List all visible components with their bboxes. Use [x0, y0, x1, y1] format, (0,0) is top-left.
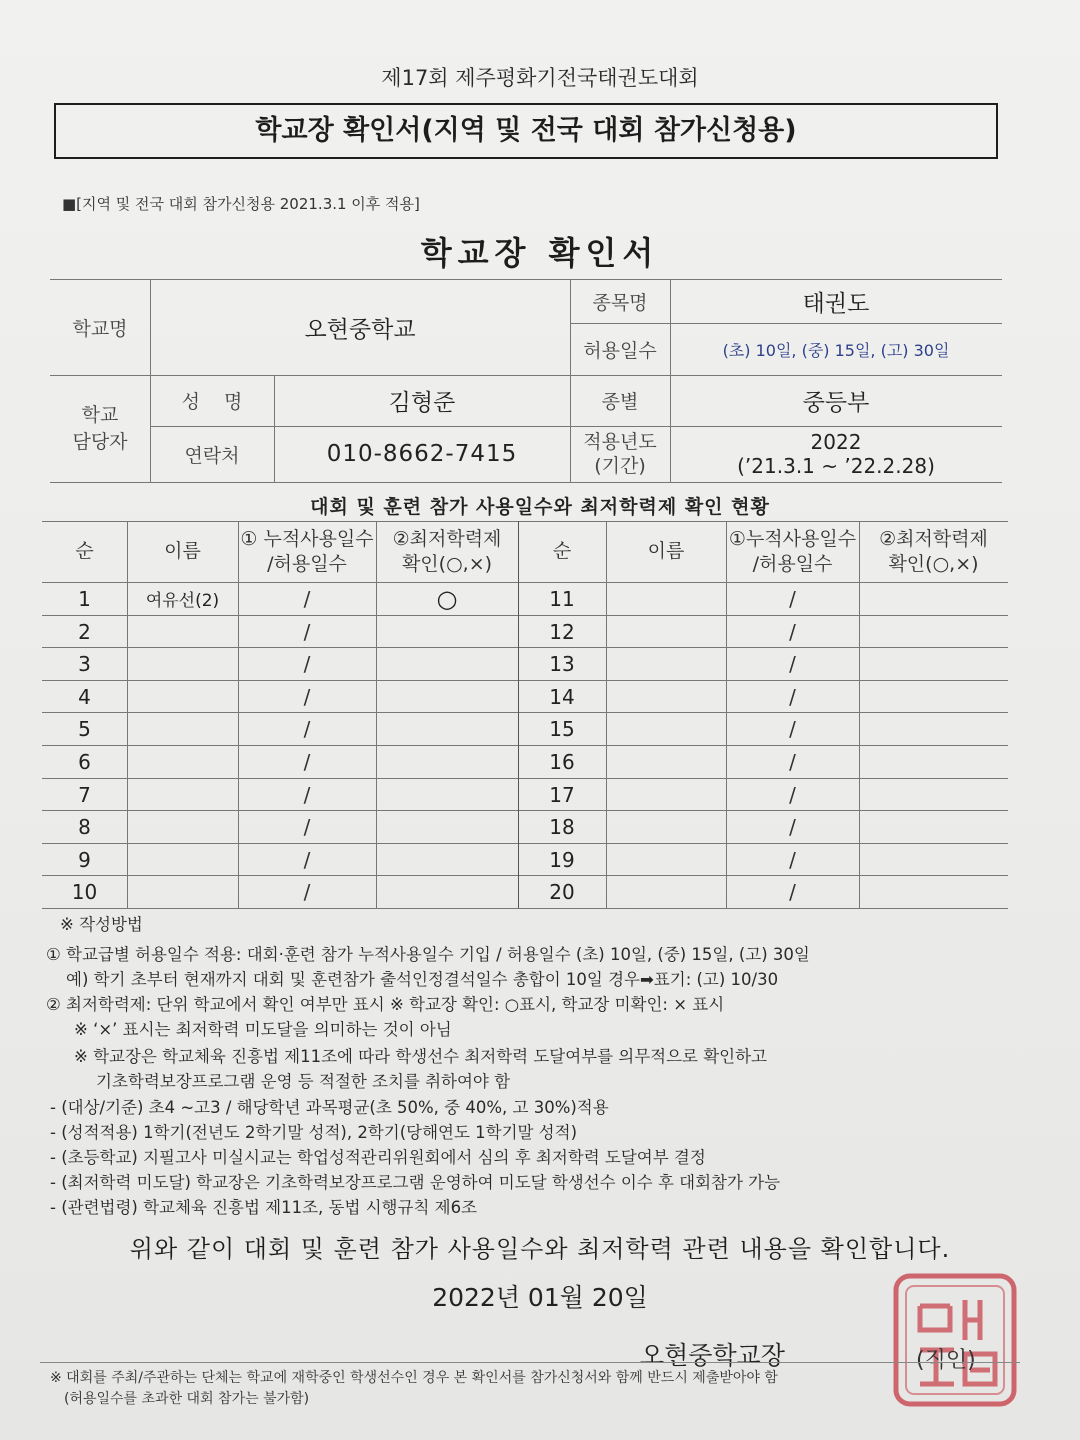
left-row-days-cell: / — [303, 586, 311, 611]
left-row-name-cell — [127, 875, 238, 908]
event-value: 태권도 — [802, 290, 870, 317]
right-row-no-cell: 13 — [549, 651, 575, 676]
right-row-check-cell — [859, 810, 1008, 843]
left-row-name-cell — [127, 778, 238, 811]
seal-label: (직인) — [916, 1348, 976, 1373]
document-title: 학교장 확인서 — [420, 234, 660, 272]
left-row-days-cell: / — [303, 847, 311, 872]
right-row-name-cell — [606, 712, 726, 745]
instruction-line: - (최저학력 미도달) 학교장은 기초학력보장프로그램 운영하여 미도달 학생선수 이수 후 대회참가 가능 — [50, 1173, 781, 1192]
document-date: 2022년 01월 20일 — [432, 1283, 648, 1312]
left-row-check-cell — [376, 875, 518, 908]
right-row-name-cell — [606, 875, 726, 908]
left-row-check-cell: ○ — [436, 584, 458, 613]
right-row-name-cell — [606, 647, 726, 680]
right-row-days-cell: / — [789, 847, 796, 872]
right-row-name-cell — [606, 810, 726, 843]
period-label — [570, 426, 670, 482]
section-title: 대회 및 훈련 참가 사용일수와 최저학력제 확인 현황 — [310, 496, 770, 518]
right-row-no-cell: 16 — [549, 749, 575, 774]
right-row-days-cell: / — [789, 716, 796, 741]
allowed-days-label: 허용일수 — [583, 339, 657, 362]
school-name-value: 오현중학교 — [304, 316, 416, 343]
form-title-box: 학교장 확인서(지역 및 전국 대회 참가신청용) — [54, 103, 998, 159]
right-row-check-cell — [859, 647, 1008, 680]
right-row-days-cell: / — [789, 619, 796, 644]
header-min — [376, 521, 518, 582]
left-row-name-cell — [127, 712, 238, 745]
left-row-name-cell — [127, 647, 238, 680]
right-row-days-cell: / — [789, 586, 796, 611]
left-row-no-cell: 1 — [78, 586, 91, 611]
left-row-no-cell: 10 — [71, 879, 98, 904]
name-label: 성 명 — [181, 391, 243, 413]
school-manager-label — [50, 375, 150, 482]
header-no: 순 — [75, 540, 94, 562]
right-row-no-cell: 12 — [549, 619, 575, 644]
official-seal-icon — [890, 1270, 1020, 1410]
instruction-line: ※ 작성방법 — [60, 915, 143, 934]
left-row-check-cell — [376, 647, 518, 680]
name-value: 김형준 — [388, 390, 456, 416]
right-row-name-cell — [606, 615, 726, 648]
school-name-label: 학교명 — [72, 317, 128, 340]
right-row-check-cell — [859, 680, 1008, 713]
header-days-line-2: /허용일수 — [267, 552, 347, 575]
left-row-no-cell: 6 — [78, 749, 91, 774]
left-row-no-cell: 3 — [78, 651, 91, 676]
left-row-name-cell — [127, 680, 238, 713]
competition-name: 제17회 제주평화기전국태권도대회 — [381, 66, 699, 90]
header-min-line-2: 확인(○,×) — [401, 552, 493, 575]
left-row-check-cell — [376, 615, 518, 648]
right-row-check-cell — [859, 778, 1008, 811]
right-row-name-cell — [606, 680, 726, 713]
left-row-name-cell — [127, 843, 238, 876]
right-row-check-cell — [859, 582, 1008, 615]
left-row-check-cell — [376, 843, 518, 876]
left-row-no-cell: 5 — [78, 716, 91, 741]
left-row-check-cell — [376, 810, 518, 843]
header-days-right-line-1: ①누적사용일수 — [728, 527, 857, 550]
right-row-days-cell: / — [789, 684, 796, 709]
left-row-days-cell: / — [303, 749, 311, 774]
header-min-right — [859, 521, 1008, 582]
manager-label-line-1: 학교 — [81, 403, 119, 426]
right-row-check-cell — [859, 875, 1008, 908]
header-days — [238, 521, 376, 582]
period-value — [670, 426, 1002, 482]
header-min-right-line-2: 확인(○,×) — [888, 552, 979, 575]
left-row-check-cell — [376, 778, 518, 811]
header-days-right — [726, 521, 859, 582]
header-days-right-line-2: /허용일수 — [752, 552, 833, 575]
right-row-name-cell — [606, 745, 726, 778]
allowed-days-value: (초) 10일, (중) 15일, (고) 30일 — [722, 340, 950, 360]
period-label-line-2: (기간) — [594, 455, 646, 477]
left-row-check-cell — [376, 745, 518, 778]
instruction-line: 예) 학기 초부터 현재까지 대회 및 훈련참가 출석인정결석일수 총합이 10일 경우➡표기: (고) 10/30 — [66, 970, 779, 989]
right-row-no-cell: 15 — [549, 716, 575, 741]
instruction-line: 기초학력보장프로그램 운영 등 적절한 조치를 취하여야 함 — [96, 1072, 511, 1091]
right-row-check-cell — [859, 843, 1008, 876]
right-row-check-cell — [859, 615, 1008, 648]
left-row-check-cell — [376, 712, 518, 745]
left-row-no-cell: 4 — [78, 684, 91, 709]
right-row-days-cell: / — [789, 814, 796, 839]
left-row-check-cell — [376, 680, 518, 713]
left-row-days-cell: / — [303, 879, 311, 904]
principal-signature: 오현중학교장 — [640, 1341, 785, 1370]
left-row-no-cell: 7 — [78, 782, 91, 807]
category-label: 종별 — [601, 391, 639, 413]
right-row-no-cell: 20 — [549, 879, 575, 904]
left-row-days-cell: / — [303, 684, 311, 709]
right-row-days-cell: / — [789, 749, 796, 774]
right-row-days-cell: / — [789, 879, 796, 904]
right-row-name-cell — [606, 843, 726, 876]
header-name-right: 이름 — [647, 540, 685, 562]
left-row-no-cell: 9 — [78, 847, 91, 872]
right-row-days-cell: / — [789, 651, 796, 676]
left-row-name-cell: 여유선(2) — [145, 591, 220, 611]
right-row-no-cell: 11 — [549, 586, 575, 611]
instruction-line: - (관련법령) 학교체육 진흥법 제11조, 동법 시행규칙 제6조 — [50, 1198, 477, 1217]
manager-label-line-2: 담당자 — [72, 430, 128, 453]
contact-value: 010-8662-7415 — [326, 441, 518, 467]
left-row-days-cell: / — [303, 651, 311, 676]
right-row-days-cell: / — [789, 782, 796, 807]
footer-note-2: (허용일수를 초과한 대회 참가는 불가함) — [64, 1391, 310, 1407]
right-row-no-cell: 18 — [549, 814, 575, 839]
right-row-no-cell: 19 — [549, 847, 575, 872]
instruction-line: ② 최저학력제: 단위 학교에서 확인 여부만 표시 ※ 학교장 확인: ○표시, 학교장 미확인: × 표시 — [46, 995, 725, 1014]
instruction-line: - (대상/기준) 초4 ~고3 / 해당학년 과목평균(초 50%, 중 40%, 고 30%)적용 — [50, 1098, 609, 1117]
left-row-days-cell: / — [303, 814, 311, 839]
period-year: 2022 — [810, 430, 862, 454]
right-row-name-cell — [606, 582, 726, 615]
right-row-check-cell — [859, 712, 1008, 745]
instruction-line: - (초등학교) 지필고사 미실시교는 학업성적관리위원회에서 심의 후 최저학력 도달여부 결정 — [50, 1148, 706, 1167]
contact-label: 연락처 — [184, 444, 240, 467]
period-label-line-1: 적용년도 — [583, 431, 657, 453]
instruction-line: ※ 학교장은 학교체육 진흥법 제11조에 따라 학생선수 최저학력 도달여부를 의무적으로 확인하고 — [74, 1047, 767, 1066]
event-label: 종목명 — [592, 291, 648, 314]
left-row-name-cell — [127, 615, 238, 648]
left-row-days-cell: / — [303, 782, 311, 807]
period-range: (’21.3.1 ~ ’22.2.28) — [737, 454, 935, 478]
left-row-name-cell — [127, 745, 238, 778]
left-row-name-cell — [127, 810, 238, 843]
header-no-right: 순 — [552, 540, 572, 562]
header-name: 이름 — [164, 540, 201, 562]
instruction-line: ※ ‘×’ 표시는 최저학력 미도달을 의미하는 것이 아님 — [74, 1020, 452, 1039]
footer-note-1: ※ 대회를 주최/주관하는 단체는 학교에 재학중인 학생선수인 경우 본 확인서를 참가신청서와 함께 반드시 제출받아야 함 — [50, 1370, 778, 1386]
header-days-line-1: ① 누적사용일수 — [240, 527, 374, 550]
right-row-no-cell: 17 — [549, 782, 575, 807]
category-value: 중등부 — [802, 390, 870, 416]
left-row-no-cell: 8 — [78, 814, 91, 839]
left-row-days-cell: / — [303, 619, 311, 644]
instruction-line: ① 학교급별 허용일수 적용: 대회·훈련 참가 누적사용일수 기입 / 허용일수 (초) 10일, (중) 15일, (고) 30일 — [46, 945, 810, 964]
applicability-note: ■[지역 및 전국 대회 참가신청용 2021.3.1 이후 적용] — [62, 195, 420, 213]
confirmation-statement: 위와 같이 대회 및 훈련 참가 사용일수와 최저학력 관련 내용을 확인합니다. — [129, 1235, 951, 1263]
header-min-line-1: ②최저학력제 — [392, 527, 502, 550]
right-row-check-cell — [859, 745, 1008, 778]
right-row-no-cell: 14 — [549, 684, 575, 709]
header-min-right-line-1: ②최저학력제 — [879, 527, 988, 550]
left-row-no-cell: 2 — [78, 619, 91, 644]
instruction-line: - (성적적용) 1학기(전년도 2학기말 성적), 2학기(당해연도 1학기말 성적) — [50, 1123, 578, 1142]
left-row-days-cell: / — [303, 716, 311, 741]
right-row-name-cell — [606, 778, 726, 811]
